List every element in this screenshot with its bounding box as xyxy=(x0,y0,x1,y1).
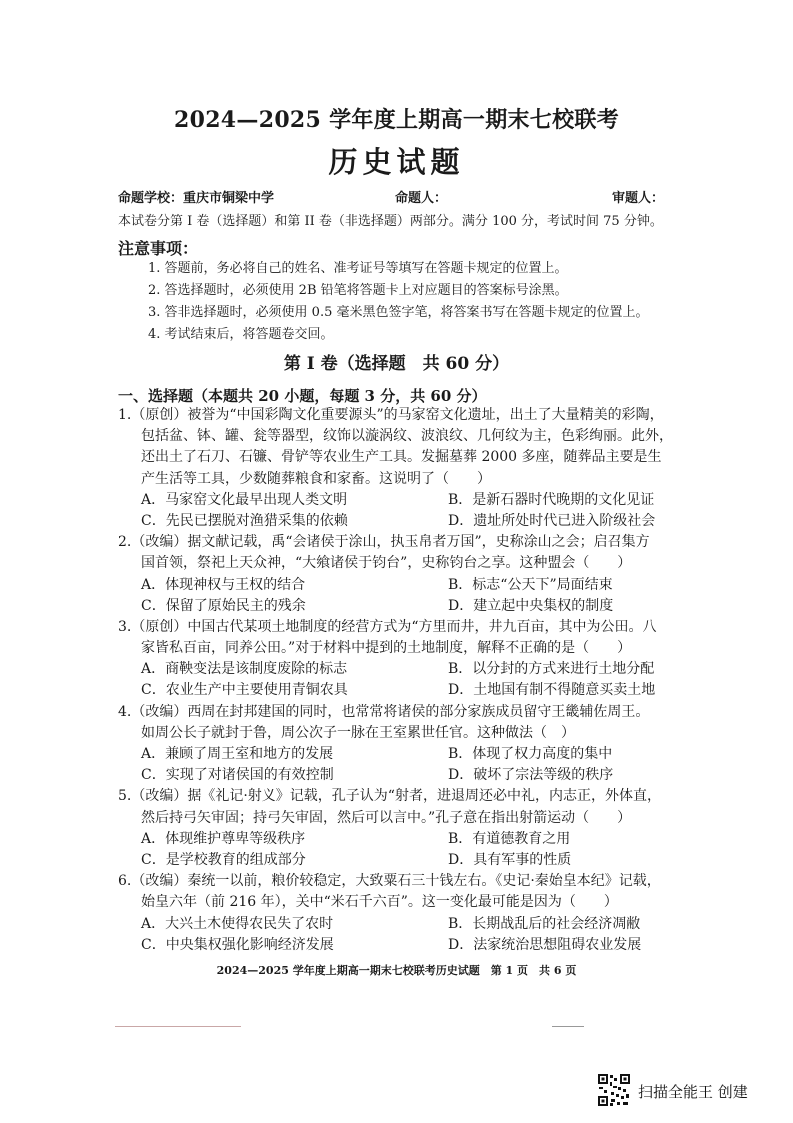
question-stem: 国首领，祭祀上天众神，“大飨诸侯于钧台”，史称钧台之享。这种盟会（ ） xyxy=(141,555,632,572)
question xyxy=(118,702,698,787)
option-b: B．是新石器时代晚期的文化见证 xyxy=(448,491,655,508)
option-d: D．具有军事的性质 xyxy=(448,852,572,868)
divider-line xyxy=(115,1026,241,1027)
notice-item: 2. 答选择题时，必须使用 2B 铅笔将答题卡上对应题目的答案标号涂黑。 xyxy=(148,283,568,298)
notice-list xyxy=(148,258,648,346)
option-c: C．先民已摆脱对渔猎采集的依赖 xyxy=(141,512,348,529)
question xyxy=(118,532,698,617)
question-stem: 4.（改编）西周在封邦建国的同时，也常常将诸侯的部分家族成员留守王畿辅佐周王。 xyxy=(118,703,650,720)
question xyxy=(118,786,698,871)
option-a: A．体现神权与王权的结合 xyxy=(141,576,306,593)
question-stem: 2.（改编）据文献记载，禹“会诸侯于涂山，执玉帛者万国”，史称涂山之会；启召集方 xyxy=(118,534,650,551)
option-b: B．体现了权力高度的集中 xyxy=(448,746,613,763)
option-a: A．商鞅变法是该制度废除的标志 xyxy=(141,661,348,678)
notice-item: 4. 考试结束后，将答题卷交回。 xyxy=(148,327,334,342)
question-stem: 6.（改编）秦统一以前，粮价较稳定，大致粟石三十钱左右。《史记·秦始皇本纪》记载， xyxy=(118,873,661,890)
option-a: A．兼顾了周王室和地方的发展 xyxy=(141,746,334,763)
part-heading: 第 I 卷（选择题 共 60 分） xyxy=(283,354,510,374)
option-d: D．遗址所处时代已进入阶级社会 xyxy=(448,512,656,529)
school-label: 命题学校：重庆市铜梁中学 xyxy=(118,191,275,206)
option-d: D．建立起中央集权的制度 xyxy=(448,597,614,614)
question-stem: 然后持弓矢审固；持弓矢审固，然后可以言中。”孔子意在指出射箭运动（ ） xyxy=(141,809,632,826)
divider-line xyxy=(552,1026,584,1027)
option-a: A．体现维护尊卑等级秩序 xyxy=(141,830,306,847)
qr-code-icon xyxy=(597,1073,631,1107)
option-c: C．保留了原始民主的残余 xyxy=(141,597,306,614)
section-heading: 一、选择题（本题共 20 小题，每题 3 分，共 60 分） xyxy=(118,387,487,405)
exam-intro: 本试卷分第 I 卷（选择题）和第 II 卷（非选择题）两部分。满分 100 分，考试时间 75 分钟。 xyxy=(118,214,663,229)
question-stem: 如周公长子就封于鲁，周公次子一脉在王室累世任官。这种做法（ ） xyxy=(141,724,575,741)
option-c: C．实现了对诸侯国的有效控制 xyxy=(141,767,334,784)
question-list xyxy=(118,405,698,956)
question-stem: 包括盆、钵、罐、瓮等器型，纹饰以漩涡纹、波浪纹、几何纹为主，色彩绚丽。此外， xyxy=(141,428,673,445)
reviewer-label: 审题人： xyxy=(612,191,665,206)
page-footer: 2024—2025 学年度上期高一期末七校联考历史试题 第 1 页 共 6 页 xyxy=(216,964,577,977)
question xyxy=(118,405,698,532)
option-a: A．大兴土木使得农民失了农时 xyxy=(141,915,334,932)
question-stem: 3.（原创）中国古代某项土地制度的经营方式为“方里而井，井九百亩，其中为公田。八 xyxy=(118,618,657,635)
option-d: D．破坏了宗法等级的秩序 xyxy=(448,767,614,784)
option-c: C．农业生产中主要使用青铜农具 xyxy=(141,682,348,699)
option-a: A．马家窑文化最早出现人类文明 xyxy=(141,491,348,508)
option-b: B．以分封的方式来进行土地分配 xyxy=(448,661,655,678)
question xyxy=(118,871,698,956)
option-b: B．有道德教育之用 xyxy=(448,830,571,847)
notice-item: 3. 答非选择题时，必须使用 0.5 毫米黑色签字笔，将答案书写在答题卡规定的位置上。 xyxy=(148,305,649,320)
question xyxy=(118,617,698,702)
exam-title: 2024—2025 学年度上期高一期末七校联考 xyxy=(173,107,620,133)
scanner-app-watermark: 扫描全能王 创建 xyxy=(638,1083,748,1101)
question-stem: 1.（原创）被誉为“中国彩陶文化重要源头”的马家窑文化遗址，出土了大量精美的彩陶， xyxy=(118,407,664,423)
option-d: D．土地国有制不得随意买卖土地 xyxy=(448,682,656,699)
option-b: B．长期战乱后的社会经济凋敝 xyxy=(448,915,641,932)
question-stem: 始皇六年（前 216 年），关中“米石千六百”。这一变化最可能是因为（ ） xyxy=(141,894,618,911)
option-b: B．标志“公天下”局面结束 xyxy=(448,576,613,593)
author-label: 命题人： xyxy=(395,191,448,206)
notice-item: 1. 答题前，务必将自己的姓名、准考证号等填写在答题卡规定的位置上。 xyxy=(148,261,568,276)
subject-title: 历史试题 xyxy=(328,145,465,179)
option-c: C．中央集权强化影响经济发展 xyxy=(141,936,334,953)
question-stem: 5.（改编）据《礼记·射义》记载，孔子认为“射者，进退周还必中礼，内志正，外体直， xyxy=(118,788,661,805)
question-stem: 还出土了石刀、石镰、骨铲等农业生产工具。发掘墓葬 2000 多座，随葬品主要是生 xyxy=(141,449,662,466)
notice-heading: 注意事项： xyxy=(118,239,199,258)
question-stem: 产生活等工具，少数随葬粮食和家畜。这说明了（ ） xyxy=(141,470,491,487)
option-c: C．是学校教育的组成部分 xyxy=(141,852,306,868)
option-d: D．法家统治思想阻碍农业发展 xyxy=(448,936,642,953)
question-stem: 家皆私百亩，同养公田。”对于材料中提到的土地制度，解释不正确的是（ ） xyxy=(141,640,632,657)
